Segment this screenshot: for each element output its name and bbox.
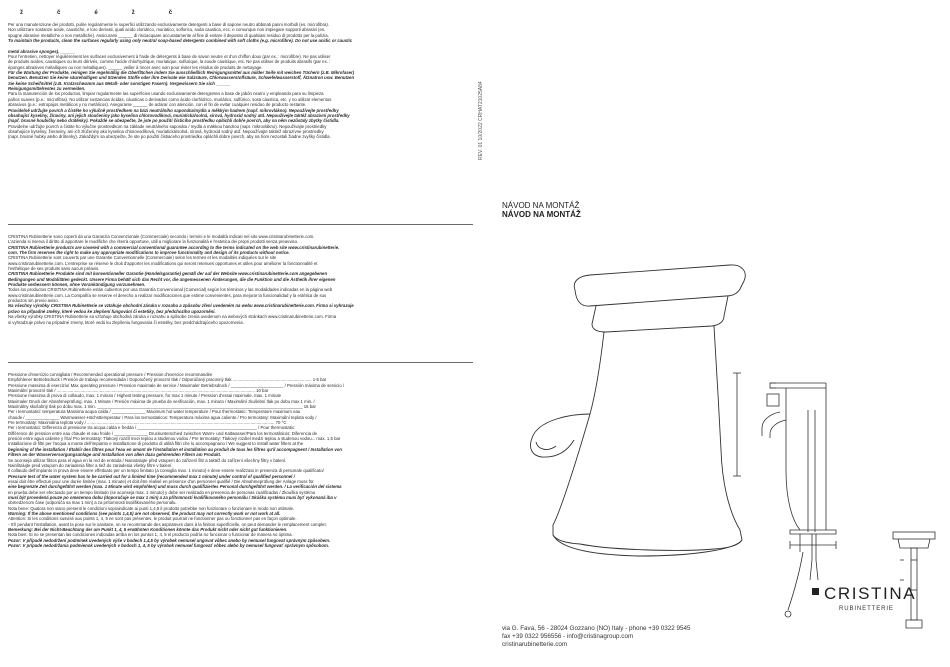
- text-line: Für die Wartung der Produkte, reinigen Sie regelmäßig die Oberflächen indem Sie ausschließlich Reinigungsmittel aus milder Seife mit weichen Tüchern (z.B. Mikrofaser): [8, 70, 355, 76]
- text-line: Pour l'entretien, nettoyer régulièrement les surfaces exclusivement à l'aide de détergents à base de savon neutre et d'un chiffon doux (par ex. : microfibre). Ne pas utiliser: [8, 54, 331, 60]
- text-line: Différence de pression entre eau chaude et eau froide / ______________ Druckunterschied zwischen Warm- und Kaltwasser/Para los termostáticos: Diferencia de: [8, 430, 318, 436]
- text-line: (např. brusné houbičky nebo drátěnky). Pokaždé se ubezpečte, že jste po použití čisticího prostředku opláchli dobře povrch, aby na něm nezůstaly zbytky čistidla.: [8, 118, 340, 124]
- text-line: Pressione d'esercizio consigliata / Recommended operational pressure / Pression d'exercice recommandée: [8, 372, 213, 377]
- text-line: Pressione massima di esercizio/ Max operating pressure / Pression maximale de service / Maximaler Betriebsdruck / ______________________ / Pressión máxima de servicio /: [8, 382, 345, 388]
- text-line: Non utilizzare sostanze acide, caustiche, e loro derivati, quali acido cloridrico, muriatico, solforico, soda caustica, ecc. e comunque non impiegare supporti abrasivi (es.: [8, 27, 326, 33]
- text-line: en prueba debe ser efectuado por un tiempo limitado (se aconseja max. 1 minuto) y debe ser realizado en presencia de personas cualificadas / Zkouška systému: [8, 489, 316, 495]
- text-line: presión entre agua caliente y fría/ Pro termostaty: Tlakový rozdíl mezi teplou a studenou vodou / Pre termostaty: Tlakový rozdiel medzi teplou a studenou vodou... max. 1,5 bar: [8, 436, 341, 442]
- marker: č: [57, 10, 61, 16]
- contact-fax-email: fax +39 0322 956556 - info@cristinagroup.com: [502, 633, 634, 641]
- revision-code: REV. 01 10/2022 CRHAT21025A84: [478, 81, 484, 160]
- text-line: Nainštalujte pred vstupom do zariadenia filter a tiež do zariadenia všetky filtre v balení.: [8, 462, 173, 468]
- text-line: CRISTINA Rubinetterie sono coperti da una Garanzia Convenzionale (Commerciale) secondo i termini e le modalità indicati nel sito www.cristinarubinetterie.com.: [8, 234, 315, 239]
- text-line: Maximálny skušobný tlak po dobu max. 1 min. ______________________________________________________________________________________ 16 bar: [8, 404, 316, 410]
- cristina-logo: [812, 584, 916, 612]
- text-line: Maximaler Druck der Abnahmeprüfung, max. 1 Minute / Presión máxima de prueba de verificación, max. 1 minuto / Maximální zkušební tlak po dobu max 1 min. /: [8, 398, 315, 404]
- text-line: Pravidelně udržujte povrch a čistěte ho výlučně prostředkem na bázi neutrálního saponátu/mýdla a měkkým hadrem (např. mikrovlákno). Nepoužívejte prostředky: [8, 107, 339, 113]
- text-line: Pre termostaty: Maximálna teplota vody / ............................................................................................................................................................. 70 °C: [8, 420, 287, 426]
- text-line: Reinigungsmittelrestes zu vermeiden.: [8, 86, 86, 92]
- text-line: Pressure test of the water system has to be carried out for a limited time (recommended max 1 minute) under control of qualified personnel /: [8, 473, 295, 479]
- text-line: productos sin previo aviso.: [8, 298, 59, 304]
- logo-wordmark: CRISTINA: [824, 584, 917, 603]
- text-line: benutzen. Benutzen Sie keine säurehaltigen und ätzenden Stoffe oder ihre Derivate wie Salzsäure, Chlorwasserstoffsäure, Schwefelwasserstoff, Ätznatron usw. Benutzen: [8, 75, 355, 81]
- text-line: CRISTINA Rubinetterie sont couverts par une Garantie Conventionnelle (Commerciale) selon les termes et les modalités indiquées sur le site: [8, 255, 277, 261]
- logo-square-icon: [812, 588, 819, 595]
- text-line: právo na případné změny, které vedou ke zlepšení fungování či estetiky, bez předchozího upozornění.: [8, 308, 216, 314]
- contact-website: cristinarubinetterie.com: [502, 641, 568, 649]
- text-line: Para la manutención de los productos, limpiar regularmente las superficies usando exclusivamente detergentes a base de jabón neutro y empleando para su limpieza: [8, 91, 324, 97]
- text-line: Empfohlener Betriebsdruck / Presión de trabajo recomendada / Doporučený provozní tlak / Odporúčaný pracovný tlak .................................................................. 1-5 bar: [8, 377, 327, 383]
- text-line: L'azienda si riserva il diritto di apportare le modifiche che riterrà opportune, utili a migliorare la funzionalità e l'estetica dei propri prodotti senza preavviso.: [8, 239, 299, 245]
- text-line: metal abrasive sponges). ______: [8, 48, 75, 54]
- text-line: Bedingungen und Modalitäten gedeckt. Unsere Firma behält sich das Recht vor, die angemessenen Änderungen, die die Funktion und die Ästhetik ihrer eigenen: [8, 276, 336, 282]
- text-line: si vyhradzuje právo na prípadné zmeny, ktoré vedú ku zlepšeniu fungovania či estetiky, bez predchádzajúceho upozornenia.: [8, 319, 244, 325]
- text-line: Per una manutenzione dei prodotti, pulire regolarmente le superfici utilizzando esclusivamente detergenti a base di sapone neutro abbinati panni morbidi (es. microfibra).: [8, 22, 330, 27]
- text-line: paños suaves (p.e.: microfibra). No utilizar sustancias ácidas, cáusticas o derivados como ácido clorhídrico, muriático, sulfúrico, sosa cáustica, etc. y no utilizar elementos: [8, 96, 332, 102]
- title-line-1: NÁVOD NA MONTÁŽ: [502, 201, 580, 210]
- text-line: CRISTINA Rubinetterie Produkte sind mit konventioneller Garantie (Handelsgarantie) gemäß der auf der Website www.cristinarubinetterie.com angegebenen: [8, 271, 328, 277]
- text-line: Produkte verbessern können, ohne Vorankündigung vorzunehmen.: [8, 282, 146, 288]
- text-line: Attention: Si les conditions susvisé aux points 1, 4, 5 ne sont pas présentes, le produit pourrait ne fonctionner pas ou fonctionner pas en façon optimale.: [8, 516, 297, 522]
- logo-subtitle: RUBINETTERIE: [839, 606, 894, 612]
- text-line: Se aconseja utilizar filtros para el agua en la red de entrada / Nainstalujte před vstupem do zařízení filtr a taktéž do zařízení všechny filtry v balení.: [8, 457, 287, 463]
- text-line: Per i termostatici: Differenza di pressione tra acqua calda e fredda / __________________________________________________ / Pour thermostatic:: [8, 425, 296, 431]
- text-line: www.cristinarubinetterie.com. La Compañía se reserve el derecho a realizar modificaciones que estime convenientes, para mejorar la funcionalidad y la estética de sus: [8, 292, 327, 298]
- text-line: obmedzenom čase (odporúča sa max 1 min) a za prítomnosti kvalifikovaného personálu.: [8, 500, 177, 506]
- text-line: Pozor: V případě nedodržení podmínek uvedených výše v bodech 1,4,5 by výrobek nemusel ungovat vůbec anebo by nemusel fungovat správným způsobem.: [8, 537, 331, 543]
- marker: č: [168, 10, 173, 16]
- text-line: essai doit être effectué pour une durée limitée (max. 1 minute) et doit être réalisé en présence d'un personnel qualifié / Die Abnahmeprüfung der Anlage muss für: [8, 478, 314, 484]
- text-line: de produits acides, caustiques ou leurs dérivés, comme l'acide chlorhydrique, muriatique, sulfurique, la soude caustique, etc. Ne pas utiliser de produits abrasifs (par ex. :: [8, 59, 331, 65]
- text-line: Per i termostatici: temperatura Massima acqua calda / ______________ Maximum hot water temperature / Pour thermostatic: Temperature maximum eau: [8, 409, 301, 415]
- text-line: Pressione massima di prova di collaudo, max. 1 minuto / Highest testing pressure, for max 1 minute / Pression d'essai maximale, max. 1 minute: [8, 393, 282, 399]
- text-line: Pozor: V prípade nedodržania podmienok uvedených v bodoch 1, 4, 5 by výrobok nemusel fungovať vôbec alebo by nemusel fungovať správnym spôsobom.: [8, 543, 329, 548]
- text-line: Todos los productos CRISTINA Rubinetterie están cubiertos por una Garantía Convencional (Comercial) según los términos y las modalidades indicadas en la página web: [8, 287, 333, 293]
- text-line: spugne abrasive metalliche o non metalliche). Assicurarsi ______ di risciacquare accuratamente al fine di evitare il deposito di qualsiasi residuo di prodotto per la pulizia.: [8, 32, 329, 38]
- text-line: Pravidelne udržujte povrch a čistite ho výlučne prostriedkom na základe neutrálneho saponátu / mydla a mäkkou handrou (napr. mikrovlákno). Nepoužívajte prostriedky: [8, 123, 327, 129]
- contact-info: [502, 625, 691, 650]
- marker: ž: [20, 10, 23, 16]
- text-line: Filtern an der Wasserversorgungsanlage und Installation von allen dazu gehörenden Filtern am Produkt.: [8, 452, 222, 458]
- marker: é: [94, 10, 98, 16]
- text-line: Maximální provozní tlak / ...................................................................................................................................................................... 10 bar: [8, 388, 269, 394]
- text-line: l'esthétique de ses produits sans aucun préavis.: [8, 266, 100, 272]
- text-line: Nota bien: Si no se presentan las condiciones indicadas arriba en los puntos 1, 4, 5 el producto podría no funcionar o funcionar de manera no óptima.: [8, 532, 293, 538]
- text-line: abrasivos (p.e.: estropajos metálicos y no metálicos). Asegurarse ______ de aclarar con atención, con el fin de evitar cualquier residuo de producto restante.: [8, 102, 307, 108]
- text-line: (napr. brusné hubky alebo drôtenky). Zakaždým sa ubezpečte, že ste po použití čistiaceho prostriedku opláchli dobre povrch, aby na ňom nezostali žiadne zvyšky čistidla.: [8, 134, 331, 140]
- text-line: CRISTINA Rubinetterie products are covered with a commercial conventional guarantee according to the terms indicated on the web site www.cristinarubinetterie.: [8, 244, 340, 250]
- text-line: beginning of the installation / Établir des filtres pour l'eau en amont de l'installation et installation au produit de tous les filtres qu'il accompagnent / Installation von: [8, 446, 342, 452]
- text-line: Na všetky výrobky CRISTINA Rubinetterie sa vzťahuje obchodná záruka v rozsahu a spôsobe zrenia uvedenom na webových stránkach www.cristinarubinetterie.com. Firma: [8, 314, 337, 320]
- text-line: com. The firm reserves the right to make any appropriate modifications to improve functionality and design of its products without notice.: [8, 250, 290, 256]
- text-line: obsahujúce kyseliny, žieraviny, ani ich zlúčeniny ako kyselina chlorovodíková, muriatická/solná, sírová, hydroxid sodný atď. Nepoužívajte taktiež abrazívne prostriedky: [8, 128, 324, 134]
- text-line: Na všechny výrobky CRISTINA Rubinetterie se vztahuje obchodní záruka v rozsahu a způsobu zření uvedeném na webu www.cristinarubinetterie.com. Firma si vyhrazuje: [8, 303, 354, 309]
- text-line: Warning: If the above mentioned conditions (see points 1,4,5) are not observed, the product may not correctly work or not work at all.: [8, 510, 281, 516]
- text-line: Nota bene: Qualora non siano presenti le condizioni sopraindicate ai punti 1,4,5 il prodotto potrebbe non funzionare o funzionare in modo non ottimale.: [8, 505, 295, 511]
- text-line: Installazione di filtri per l'acqua a monte dell'impianto e installazione di prodotto di utilità filtri che lo accompagnano / We suggest to install water filters at the: [8, 441, 304, 447]
- faucet-perspective-drawing: [530, 265, 745, 556]
- text-line: Sie keine Scheifmittel (z.B. Kratzschwamm aus Metall- oder sonstigen Fasern). Vergewissern Sie sich ______: [8, 80, 231, 86]
- text-line: - S'il pendant l'installation, avant la pose sur le sanitaire, on se recommande des aspirateurs dans à la finition superficielle, on peut demander le remplacement complet.: [8, 521, 327, 527]
- text-line: éponges abrasives métalliques ou non métalliques). ______ veiller à rincer avec soin pour éviter les résidus de produits de nettoyage.: [8, 64, 263, 70]
- marker: ž: [131, 10, 135, 16]
- text-line: www.cristinarubinetterie.com. L'entreprise se réserve le droit d'apporter les modifications qui seront retenues opportunes et utiles pour améliorer la fonctionnalité et: [8, 260, 318, 266]
- text-line: musí být provedená pouze po omezenou dobu (doporučuje se max 1 min) a za přítomnosti kvalifikovaného personálu / Skúška systému musí byť vykonaná iba v: [8, 494, 337, 500]
- text-line: eine begrenzte Zeit durchgeführt werden (max. 1 Minute wird empfohlen) und muss durch qualifiziertes Personal durchgeführt werden. / La verificación del sistema: [8, 484, 342, 490]
- text-line: chaude / ______________ Warmwasser-Höchsttemperatur / Para los termostaticos: Temperatura máxima agua caliente / Pro termostaty: Maximální teplota vody /: [8, 414, 317, 420]
- title-line-2: NÁVOD NA MONTÁŽ: [502, 210, 581, 219]
- text-line: Il collaudo dell'impianto in prova deve essere effettuato per un tempo limitato (a consiglia max. 1 minuto) e deve essere realizzato in presenza di personale qualificato/: [8, 468, 324, 474]
- contact-address: via G. Fava, 56 - 28024 Gozzano (NO) Italy - phone +39 0322 9545: [502, 625, 691, 632]
- text-line: To maintain the products, clean the surfaces regularly using only neutral soap-based detergents combined with soft cloths (e.g. microfibre). Do not use acidic or caustic: [8, 38, 353, 44]
- text-line: obsahující kyseliny, žíraviny, ani jejich sloučeniny jako kyselina chlorovodíková, muriatická/solná, sírová, hydroxid sodný atd. Nepoužívejte taktéž abrazivní prostředky: [8, 112, 350, 118]
- text-line: Bemerkung: Bei der Nicht-Beachtung der um Punkt 1, 4, 5 erwähnten Konditionen könnte das Produkt nicht oder nicht gut funktionieren.: [8, 526, 288, 532]
